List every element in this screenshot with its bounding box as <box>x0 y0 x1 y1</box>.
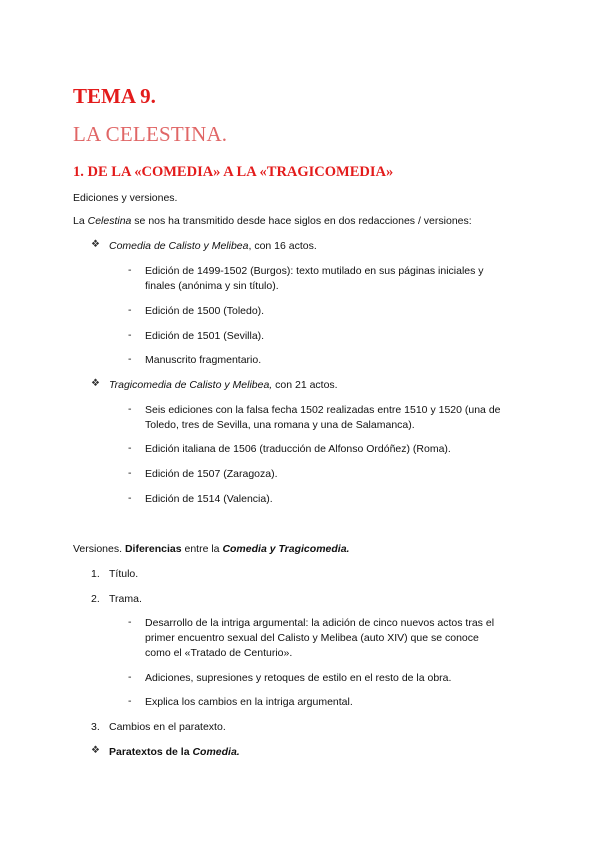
section-heading: 1. DE LA «COMEDIA» A LA «TRAGICOMEDIA» <box>73 164 394 180</box>
list-item: Seis ediciones con la falsa fecha 1502 realizadas entre 1510 y 1520 (una de <box>145 404 501 416</box>
dash-marker: - <box>128 616 132 628</box>
list-item: Desarrollo de la intriga argumental: la adición de cinco nuevos actos tras el <box>145 617 495 629</box>
list-item: Edición de 1501 (Sevilla). <box>145 330 265 342</box>
list-item: Edición de 1500 (Toledo). <box>145 305 265 317</box>
list-item: Trama. <box>109 593 142 605</box>
comedia-heading: Comedia de Calisto y Melibea, con 16 actos. <box>109 240 317 252</box>
paratextos-heading: Paratextos de la Comedia. <box>109 746 240 758</box>
dash-marker: - <box>128 329 132 341</box>
list-item: Edición de 1514 (Valencia). <box>145 493 273 505</box>
page-subtitle: LA CELESTINA. <box>73 122 228 146</box>
list-item: Edición de 1507 (Zaragoza). <box>145 468 278 480</box>
diamond-bullet-icon: ❖ <box>91 378 100 389</box>
list-item: Adiciones, supresiones y retoques de estilo en el resto de la obra. <box>145 672 452 684</box>
list-item: finales (anónima y sin título). <box>145 280 279 292</box>
list-number: 3. <box>91 721 100 733</box>
tragicomedia-heading: Tragicomedia de Calisto y Melibea, con 21 actos. <box>109 379 338 391</box>
dash-marker: - <box>128 467 132 479</box>
list-item: Manuscrito fragmentario. <box>145 354 262 366</box>
list-item: Explica los cambios en la intriga argumental. <box>145 696 353 708</box>
page-title: TEMA 9. <box>73 84 156 108</box>
dash-marker: - <box>128 353 132 365</box>
dash-marker: - <box>128 671 132 683</box>
dash-marker: - <box>128 264 132 276</box>
dash-marker: - <box>128 403 132 415</box>
intro-sentence: La Celestina se nos ha transmitido desde hace siglos en dos redacciones / versiones: <box>73 215 472 227</box>
list-item: primer encuentro sexual del Calisto y Melibea (auto XIV) que se conoce <box>145 632 479 644</box>
list-number: 1. <box>91 568 100 580</box>
intro-line: Ediciones y versiones. <box>73 192 178 204</box>
list-item: Toledo, tres de Sevilla, una romana y una de Salamanca). <box>145 419 415 431</box>
dash-marker: - <box>128 442 132 454</box>
dash-marker: - <box>128 304 132 316</box>
dash-marker: - <box>128 492 132 504</box>
list-item: Cambios en el paratexto. <box>109 721 226 733</box>
diamond-bullet-icon: ❖ <box>91 239 100 250</box>
dash-marker: - <box>128 695 132 707</box>
list-item: Edición de 1499-1502 (Burgos): texto mutilado en sus páginas iniciales y <box>145 265 484 277</box>
list-item: Edición italiana de 1506 (traducción de Alfonso Ordóñez) (Roma). <box>145 443 451 455</box>
diamond-bullet-icon: ❖ <box>91 745 100 756</box>
list-item: Título. <box>109 568 139 580</box>
list-number: 2. <box>91 593 100 605</box>
versiones-line: Versiones. Diferencias entre la Comedia y Tragicomedia. <box>73 543 350 555</box>
list-item: como el «Tratado de Centurio». <box>145 647 293 659</box>
